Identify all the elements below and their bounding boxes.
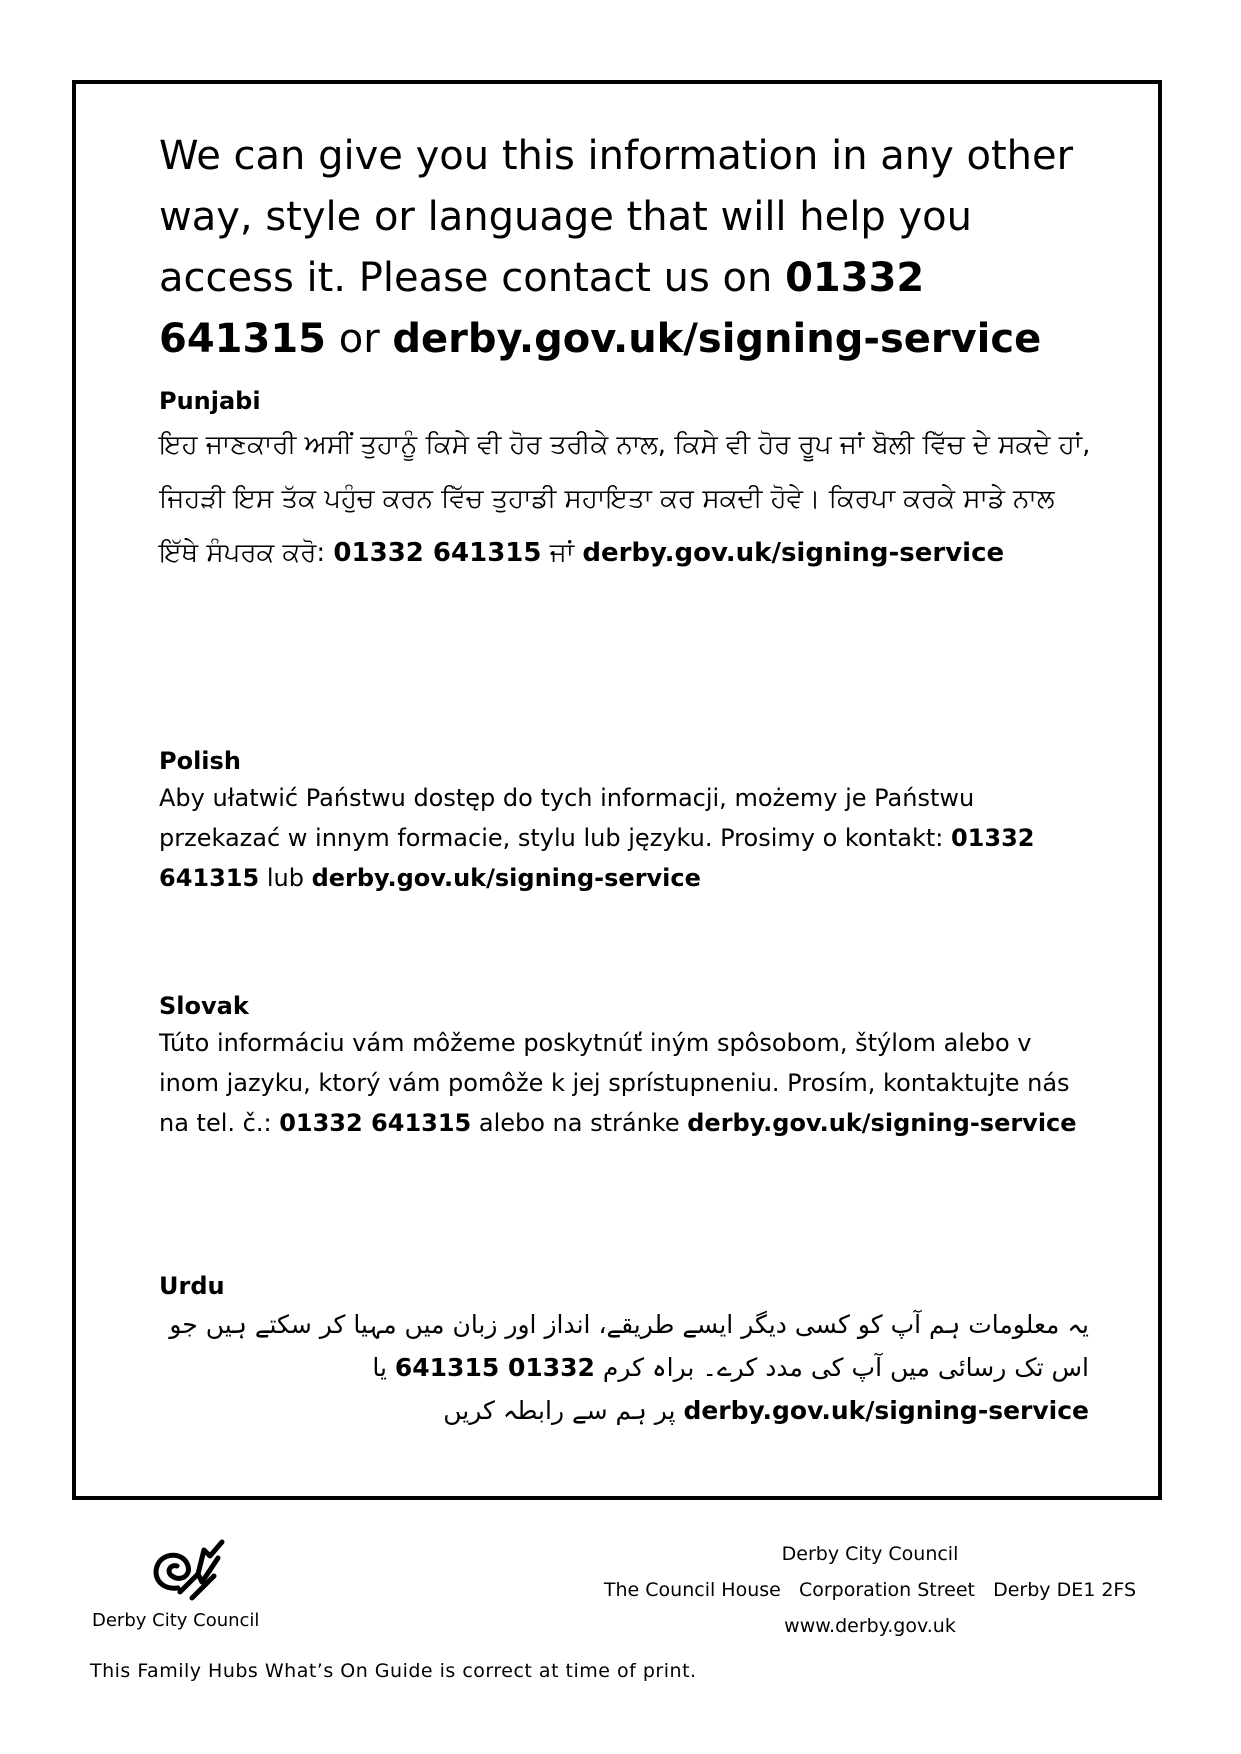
address-org: Derby City Council — [781, 1543, 959, 1565]
urdu-heading: Urdu — [159, 1272, 225, 1300]
punjabi-section — [159, 384, 1099, 580]
polish-text — [159, 778, 1099, 898]
slovak-text — [159, 1023, 1099, 1143]
intro-url: derby.gov.uk/signing-service — [392, 316, 1042, 362]
punjabi-text — [159, 418, 1099, 580]
intro-text — [159, 126, 1099, 370]
slovak-or: alebo na stránke — [471, 1109, 688, 1137]
intro-sentence: We can give you this information in any other way, style or language that will help you access it. Please contact us on — [159, 133, 1074, 301]
intro-block — [159, 126, 1099, 370]
punjabi-heading: Punjabi — [159, 387, 261, 415]
urdu-sentence: یہ معلومات ہم آپ کو کسی دیگر ایسے طریقے، انداز اور زبان میں مہیا کر سکتے ہیں جو اس تک رسائی میں آپ کی مدد کرے۔ براہ کرم — [169, 1310, 1089, 1382]
intro-or: or — [326, 316, 393, 362]
polish-phone: 01332 641315 — [159, 824, 1035, 892]
slovak-url: derby.gov.uk/signing-service — [687, 1109, 1077, 1137]
polish-or: lub — [259, 864, 312, 892]
address-web: www.derby.gov.uk — [784, 1615, 956, 1637]
polish-heading: Polish — [159, 747, 241, 775]
punjabi-phone: 01332 641315 — [333, 538, 542, 568]
logo-name: Derby City Council — [92, 1610, 260, 1631]
urdu-text — [159, 1303, 1099, 1432]
urdu-section — [159, 1269, 1099, 1432]
urdu-or: یا — [372, 1353, 395, 1382]
polish-url: derby.gov.uk/signing-service — [311, 864, 701, 892]
slovak-phone: 01332 641315 — [279, 1109, 472, 1137]
intro-phone: 01332 641315 — [159, 255, 925, 362]
info-frame — [72, 80, 1162, 1500]
slovak-section — [159, 989, 1099, 1143]
slovak-heading: Slovak — [159, 992, 249, 1020]
council-address — [560, 1536, 1180, 1644]
council-logo — [92, 1530, 282, 1640]
urdu-end: پر ہم سے رابطہ کریں — [443, 1396, 684, 1425]
slovak-sentence: Túto informáciu vám môžeme poskytnúť iným spôsobom, štýlom alebo v inom jazyku, ktorý vám pomôže k jej sprístupneniu. Prosím, kontaktujte nás na tel. č.: — [159, 1029, 1070, 1137]
footnote: This Family Hubs What’s On Guide is correct at time of print. — [90, 1660, 697, 1682]
polish-section — [159, 744, 1099, 898]
urdu-phone: 01332 641315 — [394, 1353, 595, 1382]
punjabi-url: derby.gov.uk/signing-service — [582, 538, 1005, 568]
polish-sentence: Aby ułatwić Państwu dostęp do tych informacji, możemy je Państwu przekazać w innym formacie, stylu lub języku. Prosimy o kontakt: — [159, 784, 975, 852]
urdu-url: derby.gov.uk/signing-service — [683, 1396, 1089, 1425]
punjabi-sentence: ਇਹ ਜਾਣਕਾਰੀ ਅਸੀਂ ਤੁਹਾਨੂੰ ਕਿਸੇ ਵੀ ਹੋਰ ਤਰੀਕੇ ਨਾਲ, ਕਿਸੇ ਵੀ ਹੋਰ ਰੂਪ ਜਾਂ ਬੋਲੀ ਵਿੱਚ ਦੇ ਸਕਦੇ ਹਾਂ, ਜਿਹੜੀ ਇਸ ਤੱਕ ਪਹੁੰਚ ਕਰਨ ਵਿੱਚ ਤੁਹਾਡੀ ਸਹਾਇਤਾ ਕਰ ਸਕਦੀ ਹੋਵੇ। ਕਿਰਪਾ ਕਰਕੇ ਸਾਡੇ ਨਾਲ ਇੱਥੇ ਸੰਪਰਕ ਕਰੋ: — [159, 430, 1091, 568]
address-street: The Council House Corporation Street Derby DE1 2FS — [603, 1579, 1137, 1601]
ram-logo-icon — [144, 1532, 228, 1610]
punjabi-or: ਜਾਂ — [541, 538, 583, 568]
